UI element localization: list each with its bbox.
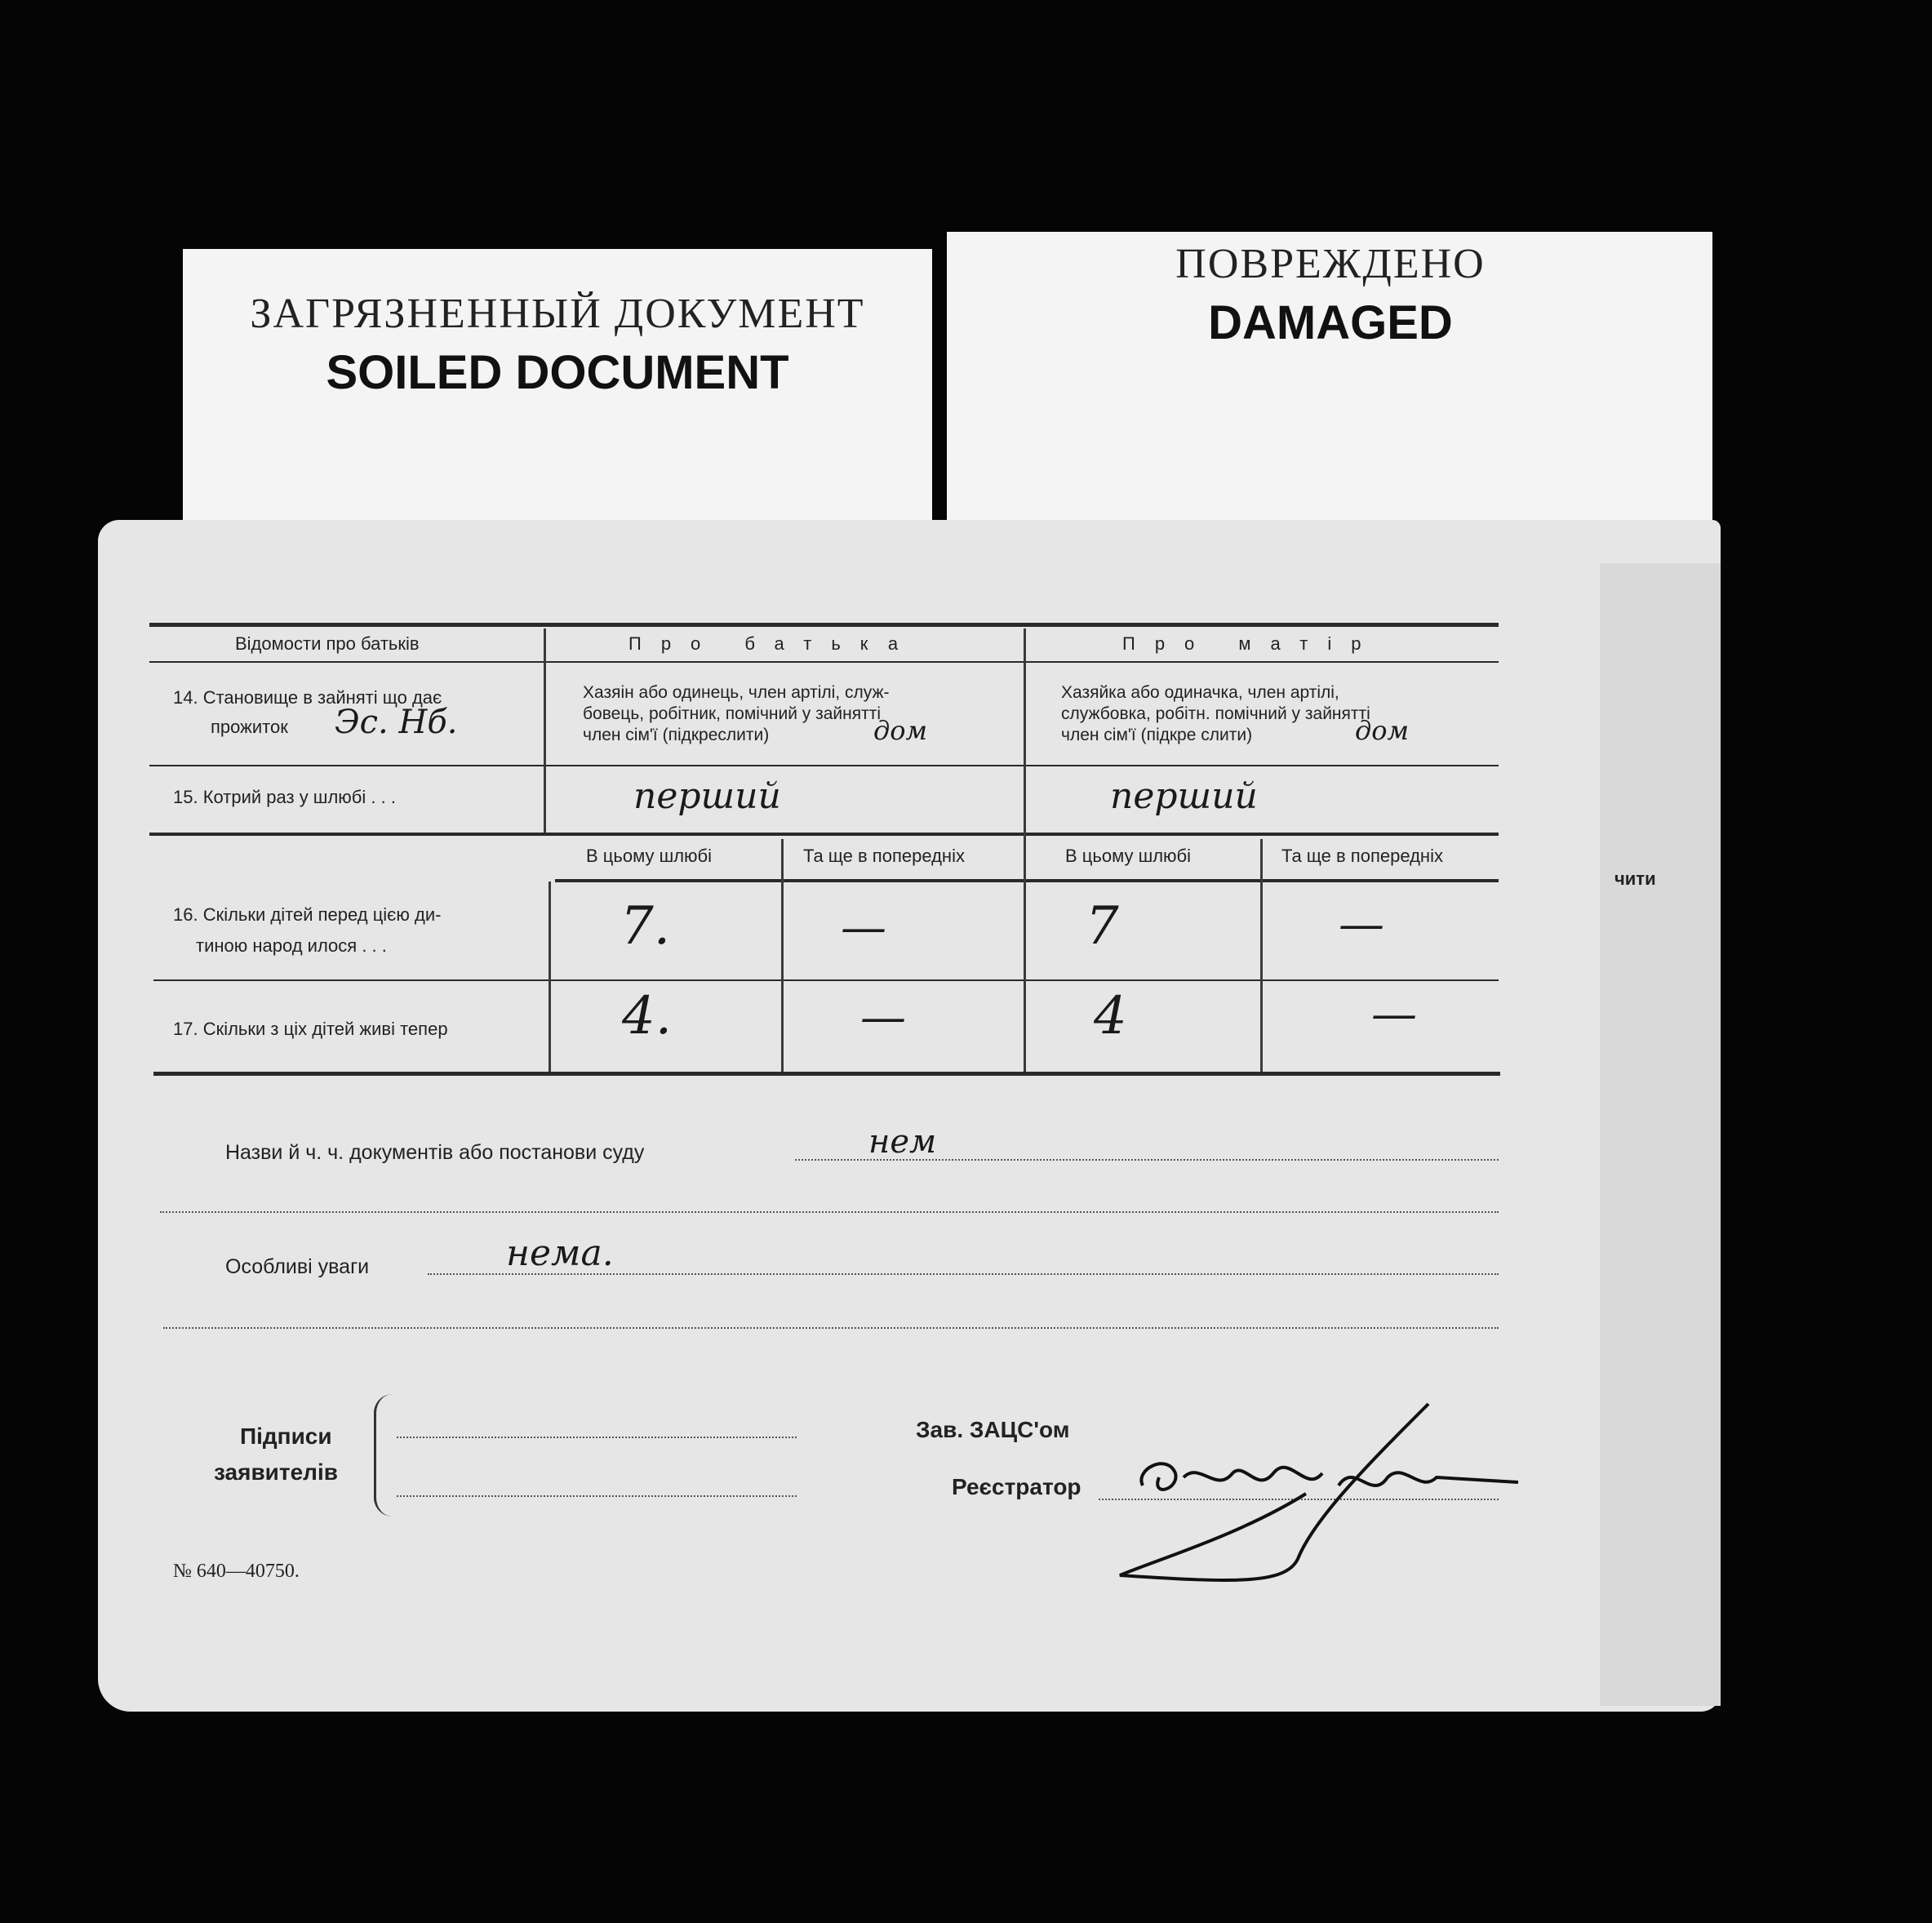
damaged-ru-text: ПОВРЕЖДЕНО — [1175, 241, 1486, 287]
row14-father-handwriting: дом — [873, 715, 928, 746]
row14-label-line1: 14. Становище в зайняті що дає — [173, 687, 442, 708]
header-parents-info: Відомости про батьків — [235, 633, 420, 654]
row14-rule — [149, 765, 1499, 766]
signature-stroke-2 — [1184, 1468, 1322, 1481]
edge-fragment-text: чити — [1614, 868, 1656, 889]
remarks-dotted-line-2 — [163, 1327, 1499, 1329]
row14-mother-line2: службовка, робітн. помічний у зайнятті — [1061, 704, 1370, 723]
col-divider-2 — [1024, 628, 1026, 1072]
header-father: Про батька — [628, 633, 918, 654]
row15-father-handwriting: перший — [633, 775, 781, 817]
damaged-edge — [1600, 563, 1721, 1706]
head-registry-label: Зав. ЗАЦС'ом — [916, 1417, 1070, 1442]
soiled-en-text: SOILED DOCUMENT — [326, 346, 789, 399]
col-divider-1b — [549, 882, 551, 1072]
table-header-rule — [149, 661, 1499, 663]
registrar-label: Реєстратор — [952, 1474, 1081, 1499]
row14-mother-line3: член сім'ї (підкре слити) — [1061, 726, 1253, 744]
row17-label: 17. Скільки з ціх дітей живі тепер — [173, 1019, 448, 1039]
col-divider-1 — [544, 628, 546, 833]
signatures-bracket — [374, 1394, 393, 1517]
col-divider-4 — [1260, 839, 1263, 1072]
signature-stroke-3 — [1120, 1404, 1428, 1580]
table-bottom-rule — [153, 1072, 1500, 1076]
documents-label: Назви й ч. ч. документів або постанови суду — [225, 1141, 645, 1164]
signatures-label-line2: заявителів — [214, 1459, 338, 1485]
row14-mother-line1: Хазяйка або одиначка, член артілі, — [1061, 683, 1339, 702]
documents-handwriting: нем — [868, 1123, 937, 1161]
row14-label-line2: прожиток — [211, 717, 288, 737]
subheader-father-this: В цьому шлюбі — [586, 846, 713, 866]
signature-stroke-1 — [1141, 1463, 1175, 1489]
registrar-signature — [1110, 1396, 1534, 1583]
signature-line-2 — [397, 1495, 797, 1497]
row17-father-prev: — — [860, 991, 906, 1044]
table-top-rule — [149, 623, 1499, 627]
row14-father-line3: член сім'ї (підкреслити) — [583, 726, 770, 744]
row14-left-handwriting: Эс. Нб. — [335, 704, 458, 741]
header-mother: Про матір — [1122, 633, 1381, 654]
col-divider-3 — [781, 839, 784, 1072]
documents-dotted-line-2 — [160, 1211, 1499, 1213]
signatures-label-line1: Підписи — [240, 1423, 332, 1449]
form-number: № 640—40750. — [173, 1561, 300, 1582]
soiled-document-label — [183, 249, 932, 526]
remarks-label: Особливі уваги — [225, 1255, 370, 1278]
row16-mother-prev: — — [1339, 898, 1384, 951]
row16-label-line2: тиною народ илося . . . — [196, 935, 387, 956]
row16-father-prev: — — [841, 901, 886, 954]
row17-mother-this: 4 — [1094, 986, 1127, 1046]
row14-father-line2: бовець, робітник, помічний у зайнятті — [583, 704, 882, 723]
row17-mother-prev: — — [1371, 988, 1417, 1041]
row17-father-this: 4. — [622, 986, 673, 1046]
signature-stroke-4 — [1339, 1472, 1518, 1486]
remarks-handwriting: нема. — [506, 1232, 614, 1274]
signature-line-1 — [397, 1437, 797, 1438]
row15-label: 15. Котрий раз у шлюбі . . . — [173, 787, 396, 807]
row16-father-this: 7. — [620, 896, 671, 957]
row16-rule — [153, 979, 1499, 981]
subheader-mother-prev: Та ще в попередніх — [1281, 846, 1443, 866]
row14-mother-handwriting: дом — [1355, 715, 1410, 746]
subheader-mother-this: В цьому шлюбі — [1065, 846, 1192, 866]
damaged-en-text: DAMAGED — [1208, 296, 1453, 349]
row14-father-line1: Хазяін або одинець, член артілі, служ- — [583, 683, 890, 702]
soiled-ru-text: ЗАГРЯЗНЕННЫЙ ДОКУМЕНТ — [250, 291, 865, 337]
row15-mother-handwriting: перший — [1110, 775, 1258, 817]
row16-mother-this: 7 — [1086, 896, 1119, 957]
subheader-father-prev: Та ще в попередніх — [803, 846, 965, 866]
row15-rule — [149, 833, 1499, 836]
row16-label-line1: 16. Скільки дітей перед цією ди- — [173, 904, 442, 925]
damaged-label — [947, 232, 1712, 534]
subheader-rule — [555, 879, 1499, 882]
